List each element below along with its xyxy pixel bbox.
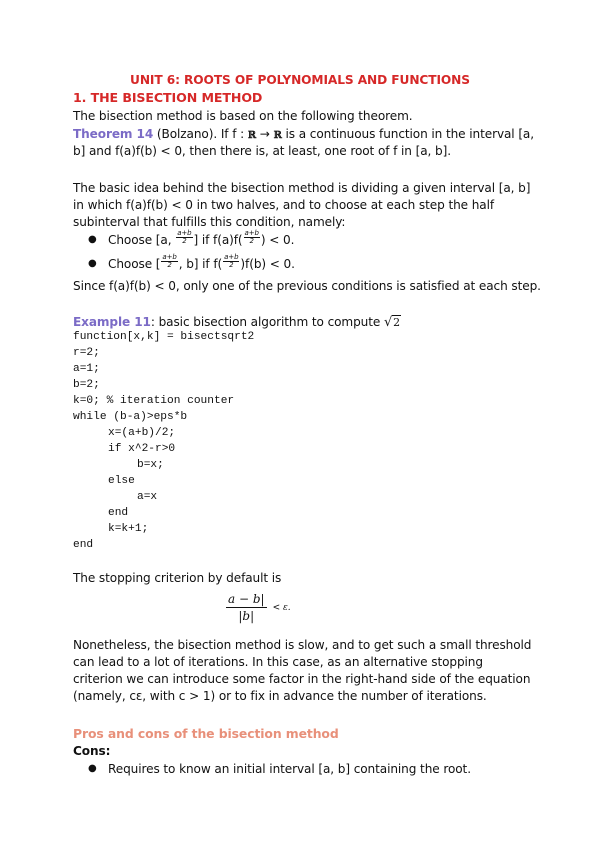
code-line: b=x; [137, 459, 164, 471]
code-line: if x^2-r>0 [108, 443, 176, 455]
theorem-label: Theorem 14 [73, 127, 154, 141]
fraction: $\frac{a+b}{2}$ [162, 253, 177, 269]
cons-item: Requires to know an initial interval [a, b] containing the root. [108, 762, 471, 776]
nonetheless-line-2: can lead to a lot of iterations. In this case, as an alternative stopping [73, 655, 483, 669]
code-line: a=x [137, 491, 158, 503]
bullet-icon: ● [88, 234, 97, 245]
page-title: UNIT 6: ROOTS OF POLYNOMIALS AND FUNCTIONS [130, 73, 470, 87]
code-line: k=k+1; [108, 523, 149, 535]
bullet-choose-left: Choose [a, $\frac{a+b}{2}$ ] if f(a)f( $\frac{a+b}{2}$ ) < 0. [108, 229, 295, 247]
subsection-heading: Pros and cons of the bisection method [73, 726, 339, 741]
code-line: else [108, 475, 135, 487]
intro-text: The bisection method is based on the following theorem. [73, 109, 413, 123]
stopping-equation: $\frac{a - b|}{|b|}$ < ε. [228, 592, 291, 623]
nonetheless-line-3: criterion we can introduce some factor in the right-hand side of the equation [73, 672, 531, 686]
code-line: end [108, 507, 129, 519]
section-heading: 1. THE BISECTION METHOD [73, 90, 263, 105]
idea-line-1: The basic idea behind the bisection method is dividing a given interval [a, b] [73, 181, 531, 195]
example-heading: Example 11: basic bisection algorithm to compute √2 [73, 315, 401, 330]
sqrt-symbol: √2 [383, 315, 401, 330]
reals-symbol: ℝ [247, 130, 257, 141]
code-line: x=(a+b)/2; [108, 427, 176, 439]
reals-symbol: ℝ [273, 130, 282, 141]
idea-line-3: subinterval that fulfills this condition, namely: [73, 215, 346, 229]
bullet-icon: ● [88, 763, 97, 774]
code-line: a=1; [73, 363, 100, 375]
code-line: k=0; % iteration counter [73, 395, 235, 407]
bullet-choose-right: Choose [ $\frac{a+b}{2}$ , b] if f( $\frac{a+b}{2}$ )f(b) < 0. [108, 253, 295, 271]
nonetheless-line-1: Nonetheless, the bisection method is slow, and to get such a small threshold [73, 638, 532, 652]
fraction: $\frac{a+b}{2}$ [177, 229, 192, 245]
stopping-text: The stopping criterion by default is [73, 571, 282, 585]
nonetheless-line-4: (namely, cε, with c > 1) or to fix in advance the number of iterations. [73, 689, 487, 703]
code-line: b=2; [73, 379, 100, 391]
bullet-icon: ● [88, 258, 97, 269]
example-label: Example 11 [73, 315, 151, 329]
code-line: r=2; [73, 347, 100, 359]
theorem-line-1: Theorem 14 (Bolzano). If f : ℝ → ℝ is a continuous function in the interval [a, [73, 127, 534, 141]
code-line: end [73, 539, 94, 551]
code-line: while (b-a)>eps*b [73, 411, 188, 423]
fraction: $\frac{a+b}{2}$ [244, 229, 259, 245]
cons-label: Cons: [73, 744, 111, 758]
code-line: function[x,k] = bisectsqrt2 [73, 331, 255, 343]
theorem-line-2: b] and f(a)f(b) < 0, then there is, at least, one root of f in [a, b]. [73, 144, 451, 158]
fraction: $\frac{a+b}{2}$ [224, 253, 239, 269]
idea-line-2: in which f(a)f(b) < 0 in two halves, and to choose at each step the half [73, 198, 495, 212]
fraction: $\frac{a - b|}{|b|}$ [228, 592, 265, 623]
since-text: Since f(a)f(b) < 0, only one of the previous conditions is satisfied at each step. [73, 279, 541, 293]
